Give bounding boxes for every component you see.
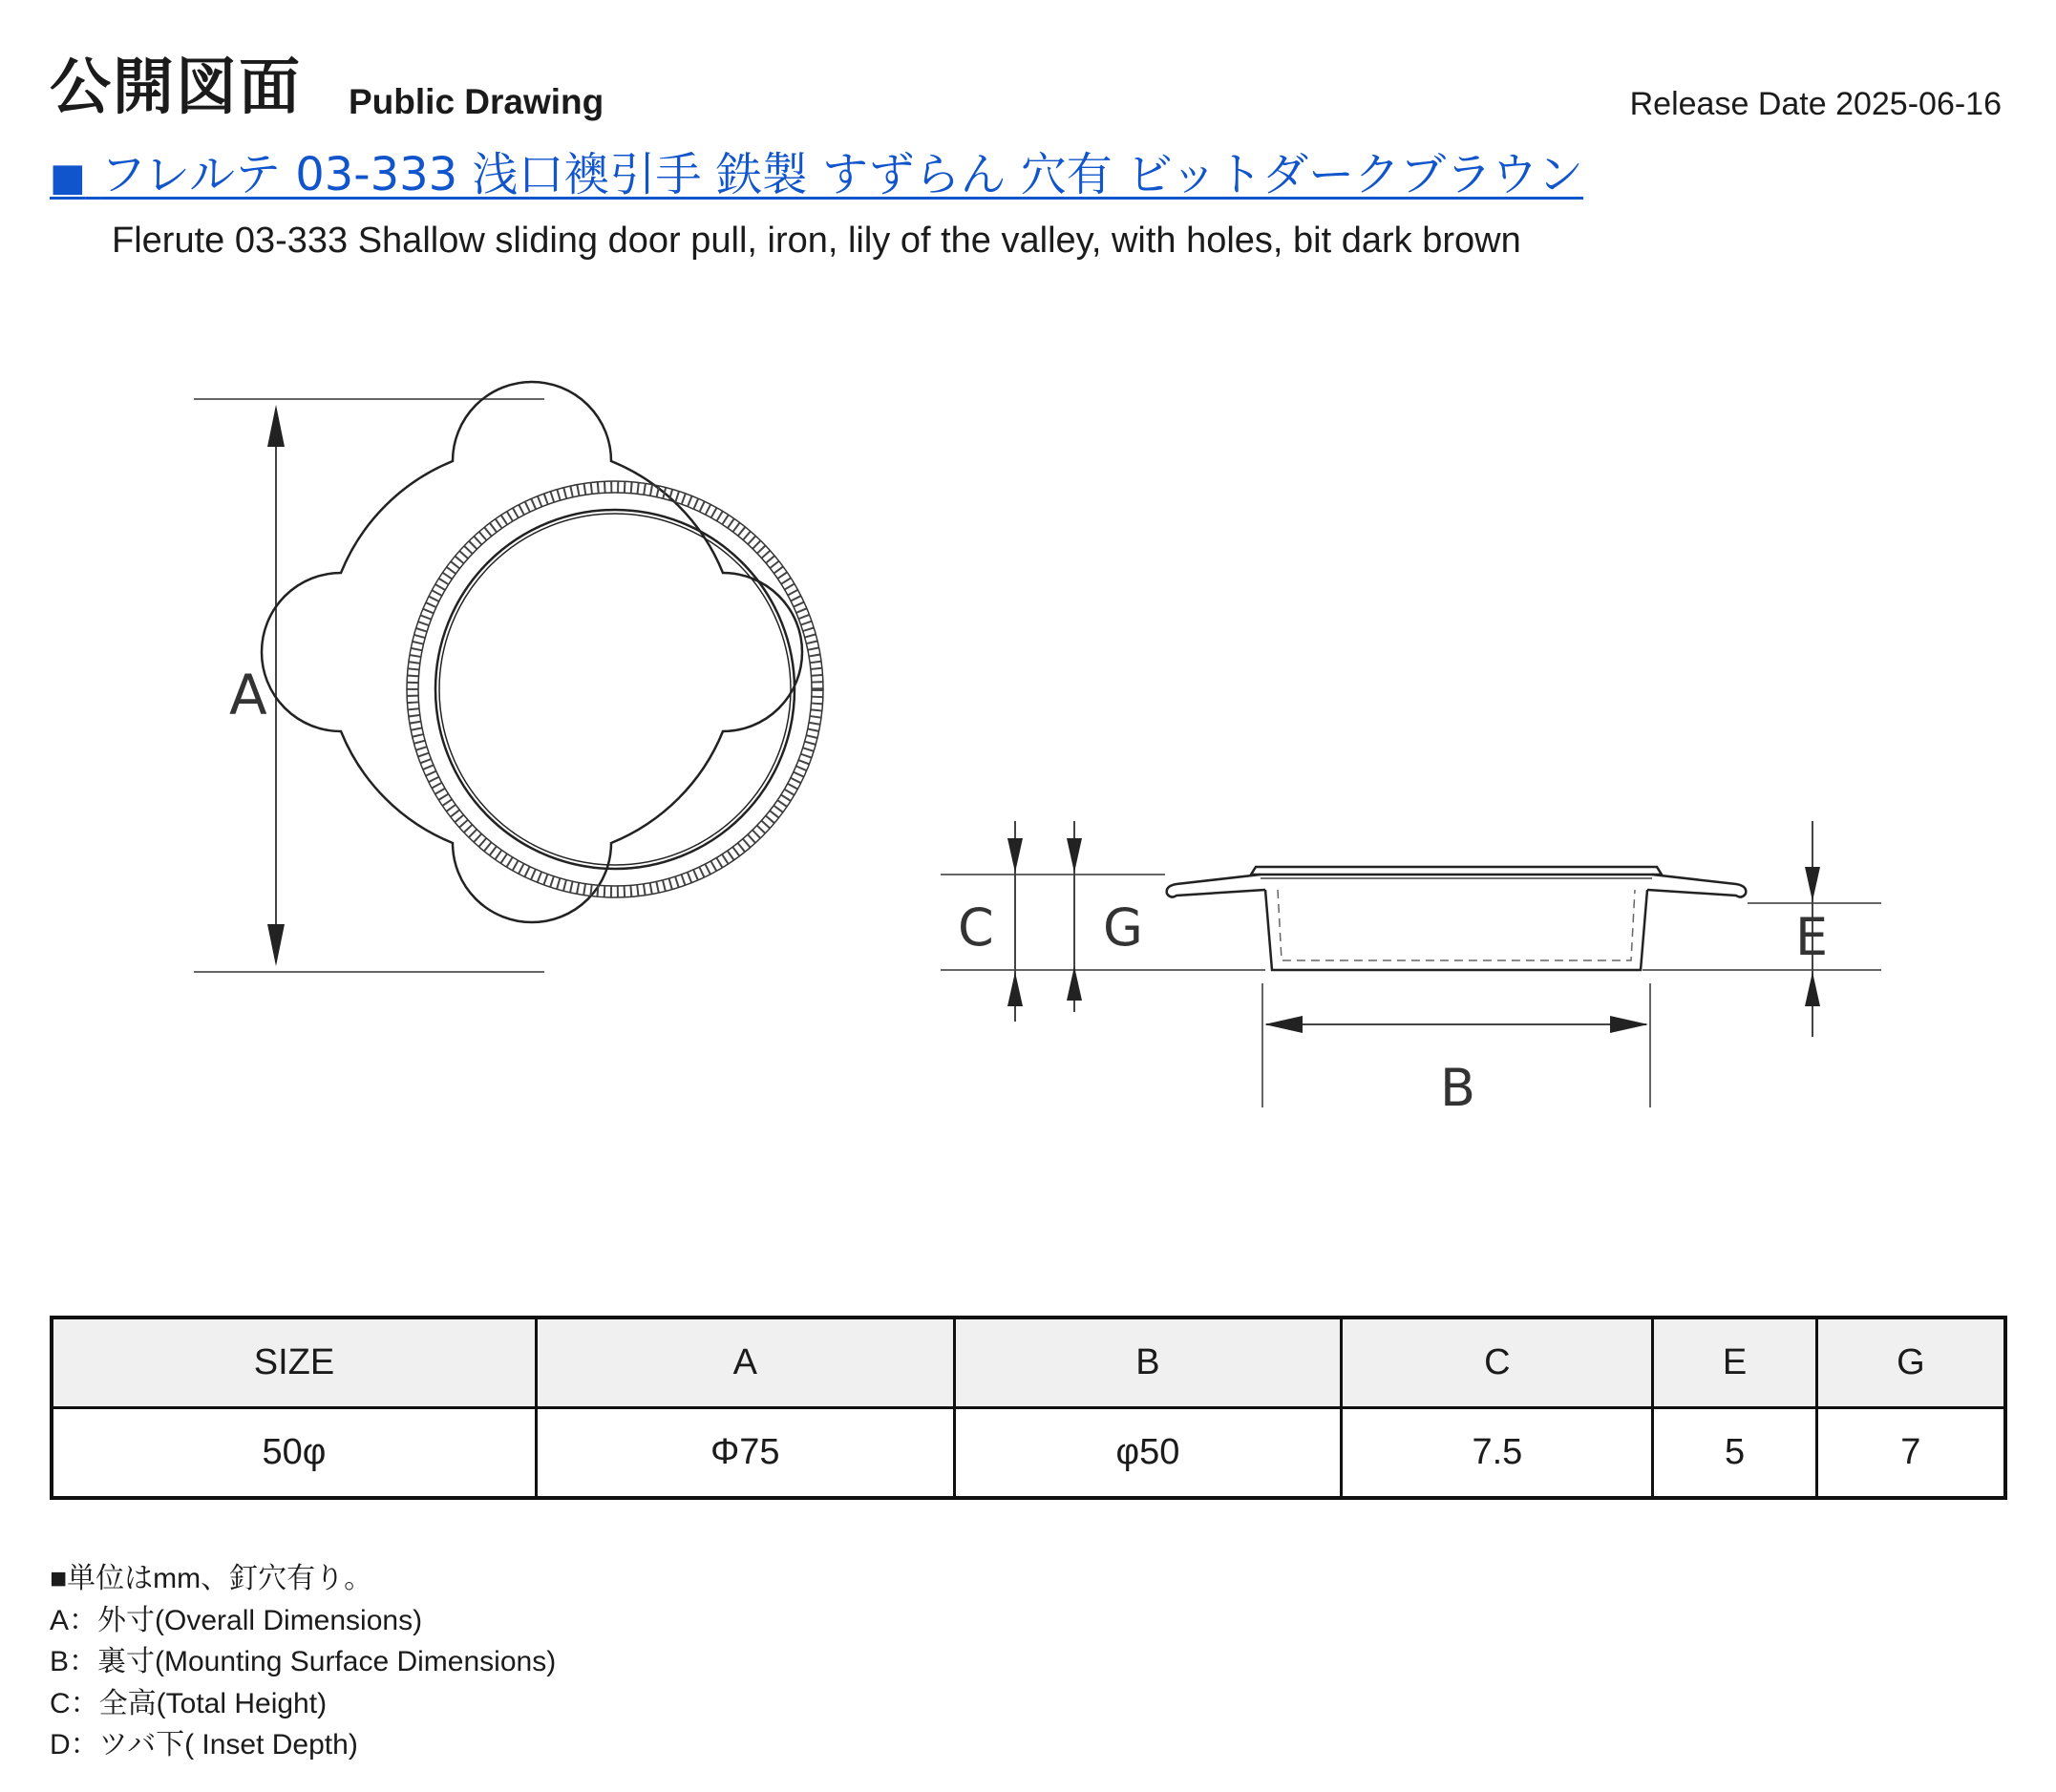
table-header-e: E [1653,1318,1816,1408]
cell-b: φ50 [954,1408,1342,1499]
note-c: C：全高(Total Height) [50,1687,328,1719]
dim-label-c: C [958,897,994,958]
note-d: D：ツバ下( Inset Depth) [50,1729,358,1760]
table-header-row [52,1318,2005,1408]
notes [50,1558,556,1766]
dim-label-e: E [1795,907,1829,967]
table-header-size: SIZE [52,1318,536,1408]
cup-outline [1265,890,1647,970]
dimension-table [50,1316,2007,1500]
cell-a: Φ75 [536,1408,954,1499]
dim-label-a: A [229,663,267,727]
side-view [941,821,1881,1118]
square-bullet-icon: ■ [50,156,86,200]
flange-profile-right [1647,875,1746,897]
cell-size: 50φ [52,1408,536,1499]
product-name-en: Flerute 03-333 Shallow sliding door pull, iron, lily of the valley, with holes, bit dark brown [112,221,1521,261]
product-link-jp[interactable] [50,150,1583,200]
cell-c: 7.5 [1342,1408,1653,1499]
flange-profile-left [1167,875,1265,897]
top-view [194,382,823,972]
flange-outline [262,382,802,922]
technical-drawing [0,363,2056,1146]
product-name-jp: フレルテ 03-333 浅口襖引手 鉄製 すずらん 穴有 ビットダークブラウン [100,148,1584,201]
table-header-g: G [1816,1318,2005,1408]
release-date: Release Date 2025-06-16 [1629,86,2002,122]
note-a: A：外寸(Overall Dimensions) [50,1604,423,1636]
page-title-jp: 公開図面 [50,53,302,123]
table-header-c: C [1342,1318,1653,1408]
note-units: ■単位はmm、釘穴有り。 [50,1563,373,1594]
cell-g: 7 [1816,1408,2005,1499]
note-b: B：裏寸(Mounting Surface Dimensions) [50,1646,557,1677]
cell-e: 5 [1653,1408,1816,1499]
bead-top [1251,867,1662,875]
table-header-a: A [536,1318,954,1408]
page-title-en: Public Drawing [349,82,604,121]
table-header-b: B [954,1318,1342,1408]
dim-label-b: B [1440,1058,1476,1118]
dim-label-g: G [1103,897,1143,958]
table-row [52,1408,2005,1499]
